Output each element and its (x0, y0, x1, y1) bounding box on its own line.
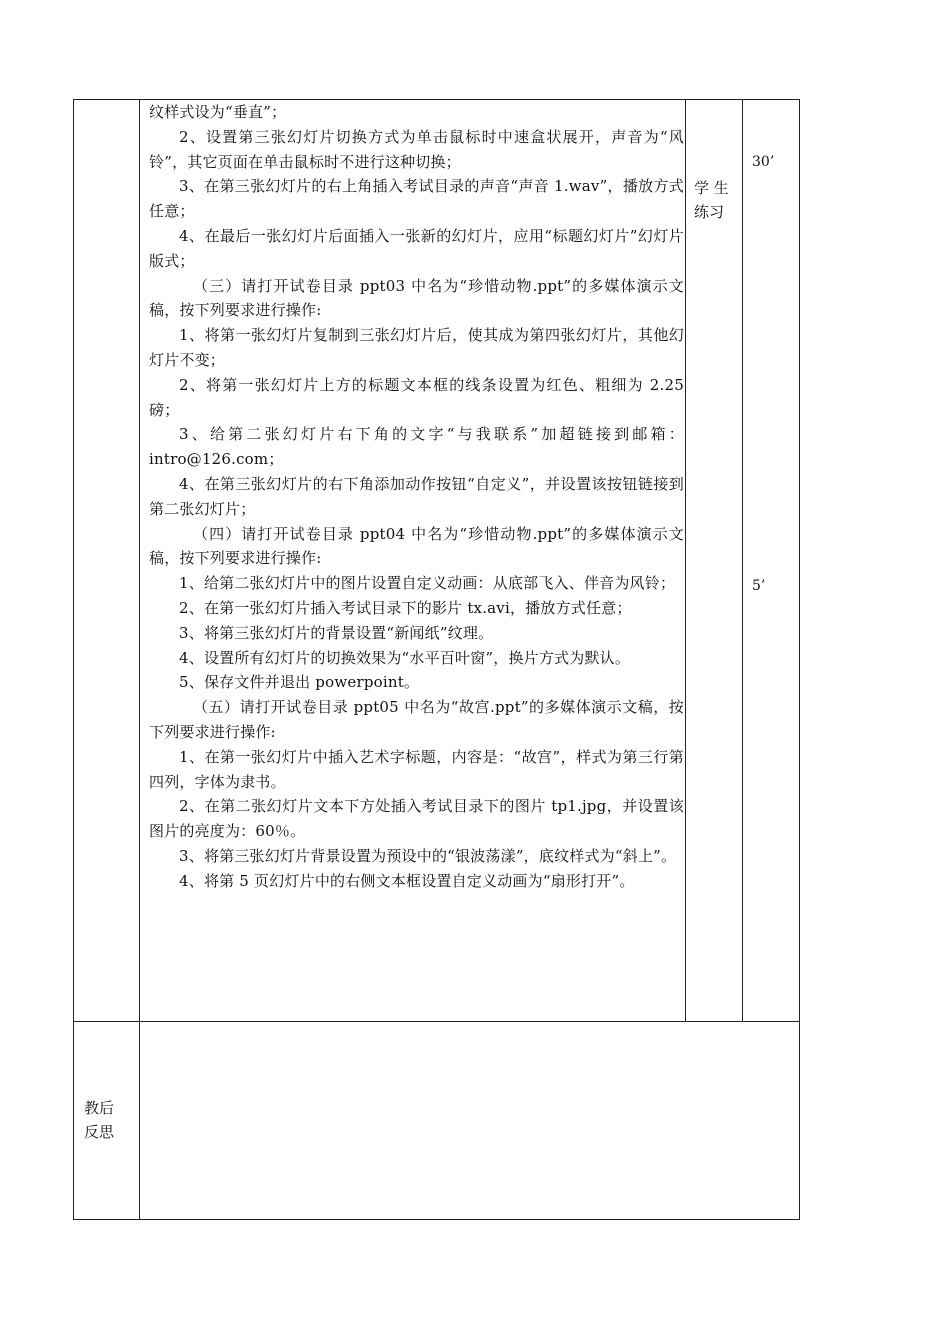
content-paragraph: 1、给第二张幻灯片中的图片设置自定义动画：从底部飞入、伴音为风铃； (179, 574, 676, 593)
content-paragraph: 2、将第一张幻灯片上方的标题文本框的线条设置为红色、粗细为 2.25 磅； (149, 375, 684, 419)
content-paragraph: 4、设置所有幻灯片的切换效果为“水平百叶窗”，换片方式为默认。 (179, 648, 631, 667)
col-divider-3 (742, 100, 743, 1022)
reflection-label-line2: 反思 (84, 1123, 115, 1141)
row-divider (74, 1021, 799, 1022)
content-paragraph: 4、在第三张幻灯片的右下角添加动作按钮“自定义”，并设置该按钮链接到第二张幻灯片； (149, 474, 684, 518)
content-paragraph: 2、在第二张幻灯片文本下方处插入考试目录下的图片 tp1.jpg，并设置该图片的亮度为：60％。 (149, 797, 684, 841)
col-divider-1 (139, 100, 140, 1219)
col-divider-2 (685, 100, 686, 1022)
content-paragraph: 3、将第三张幻灯片背景设置为预设中的“银波荡漾”，底纹样式为“斜上”。 (179, 846, 677, 865)
content-paragraph: （三）请打开试卷目录 ppt03 中名为“珍惜动物.ppt”的多媒体演示文稿，按下列要求进行操作: (149, 276, 684, 320)
time-cell-2: 5’ (752, 578, 766, 594)
content-paragraph: 4、将第 5 页幻灯片中的右侧文本框设置自定义动画为“扇形打开”。 (179, 871, 635, 890)
content-paragraph: 3、给第二张幻灯片右下角的文字“与我联系”加超链接到邮箱：intro@126.com； (149, 425, 684, 469)
content-paragraph: （四）请打开试卷目录 ppt04 中名为“珍惜动物.ppt”的多媒体演示文稿，按下列要求进行操作: (149, 524, 684, 568)
activity-label-line2: 练习 (694, 203, 725, 221)
content-paragraph: 2、设置第三张幻灯片切换方式为单击鼠标时中速盒状展开，声音为“风铃”，其它页面在单击鼠标时不进行这种切换； (149, 127, 684, 171)
content-paragraph: 4、在最后一张幻灯片后面插入一张新的幻灯片，应用“标题幻灯片”幻灯片版式； (149, 226, 684, 270)
activity-cell (694, 176, 734, 224)
content-paragraph: 3、将第三张幻灯片的背景设置“新闻纸”纹理。 (179, 623, 494, 642)
content-paragraph: 2、在第一张幻灯片插入考试目录下的影片 tx.avi，播放方式任意； (179, 598, 632, 617)
content-paragraph: （五）请打开试卷目录 ppt05 中名为“故宫.ppt”的多媒体演示文稿，按下列要求进行操作: (149, 698, 684, 741)
exercise-content (149, 100, 684, 894)
content-paragraph: 5、保存文件并退出 powerpoint。 (179, 673, 420, 692)
time-cell-1: 30’ (752, 154, 775, 170)
content-paragraph: 1、将第一张幻灯片复制到三张幻灯片后，使其成为第四张幻灯片，其他幻灯片不变； (149, 326, 684, 369)
activity-label-line1: 学 生 (694, 179, 729, 197)
reflection-label (84, 1096, 124, 1144)
reflection-label-line1: 教后 (84, 1099, 115, 1117)
lesson-table (73, 99, 800, 1220)
content-paragraph: 1、在第一张幻灯片中插入艺术字标题，内容是：“故宫”，样式为第三行第四列，字体为隶书。 (149, 747, 684, 791)
content-paragraph: 3、在第三张幻灯片的右上角插入考试目录的声音“声音 1.wav”，播放方式任意； (149, 177, 684, 221)
content-paragraph: 纹样式设为“垂直”； (149, 103, 287, 121)
